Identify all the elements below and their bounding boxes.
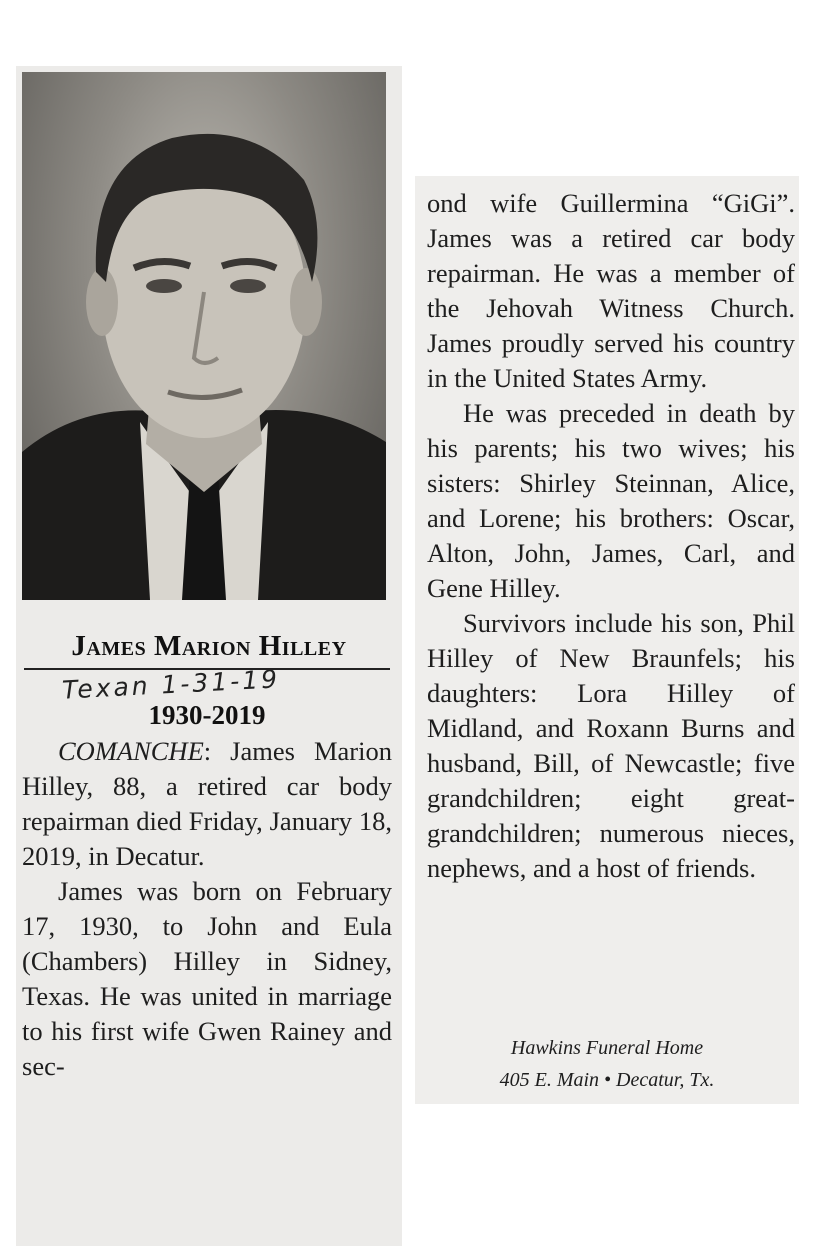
life-years: 1930-2019 (148, 700, 266, 730)
right-column-text (427, 186, 795, 886)
opening-text: : James Marion Hilley, 88, a retired car body repairman died Friday, January 18, 2019, in Decatur. (22, 736, 392, 871)
funeral-home-block (415, 1032, 799, 1096)
portrait-photo (22, 72, 386, 600)
paragraph-birth: James was born on February 17, 1930, to John and Eula (Chambers) Hilley in Sidney, Texas. He was united in marriage to his first wife Gwen Rainey and sec- (22, 876, 392, 1081)
clipping-right-column (415, 176, 799, 1104)
handwritten-date-note: Texan 1-31-19 (61, 664, 281, 705)
left-column-text (22, 734, 392, 1084)
clipping-left-column (16, 66, 402, 1246)
deceased-name-heading: James Marion Hilley (71, 630, 347, 662)
paragraph-preceded: He was preceded in death by his parents; his two wives; his sisters: Shirley Steinnan, Alice, and Lorene; his brothers: Oscar, Alton, John, James, Carl, and Gene Hilley. (427, 398, 795, 603)
paragraph-survivors: Survivors include his son, Phil Hilley of New Braunfels; his daughters: Lora Hilley of Midland, and Roxann Burns and husband, Bill, of Newcastle; five grandchildren; eight great-grandchildren; numerous nieces, nephews, and a host of friends. (427, 608, 795, 883)
funeral-home-name: Hawkins Funeral Home (510, 1037, 704, 1059)
funeral-home-address: 405 E. Main • Decatur, Tx. (499, 1069, 715, 1091)
paragraph-opening (22, 734, 392, 874)
paragraph-continuation: ond wife Guillermina “GiGi”. James was a retired car body repairman. He was a member of the Jehovah Witness Church. James proudly served his country in the United States Army. (427, 188, 795, 393)
dateline-city: COMANCHE (58, 736, 204, 766)
